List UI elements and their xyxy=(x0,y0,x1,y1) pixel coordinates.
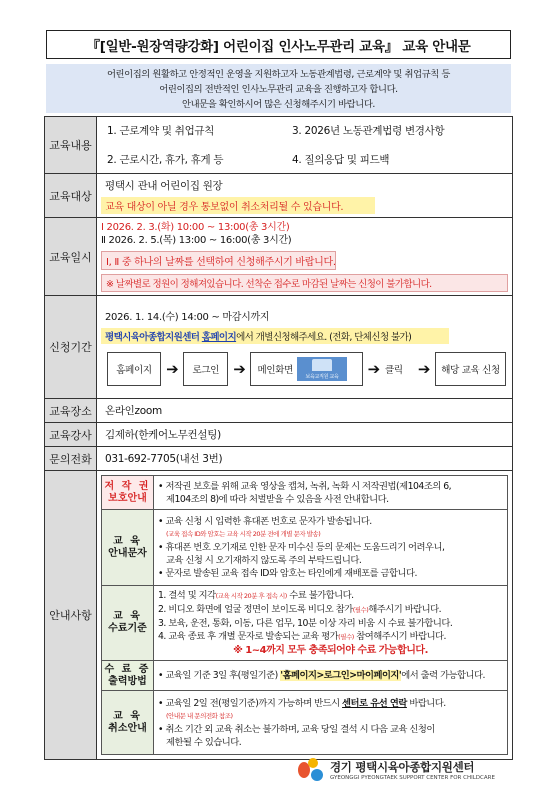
content-item-2: 2. 근로시간, 휴가, 휴게 등 xyxy=(107,154,224,166)
guide-table xyxy=(101,475,508,755)
sms-row xyxy=(102,510,508,586)
cert-line-1a: • 교육일 기준 3일 후(평일기준) xyxy=(158,670,281,681)
copyright-line-1: • 저작권 보호를 위해 교육 영상을 캡쳐, 녹취, 녹화 시 저작권법(제104조의 6, xyxy=(158,480,452,492)
criteria-line-4 xyxy=(158,630,503,644)
page-title: 『[일반-원장역량강화] 어린이집 인사노무관리 교육』 교육 안내문 xyxy=(46,30,511,59)
center-logo-icon xyxy=(298,758,326,782)
cert-row xyxy=(102,661,508,691)
criteria-line-4b: 참여해주시기 바랍니다. xyxy=(353,631,446,642)
criteria-label-1: 교 육 xyxy=(113,611,142,622)
phone-row xyxy=(45,447,513,471)
cancel-label-1: 교 육 xyxy=(113,710,142,722)
cert-line-1 xyxy=(158,669,503,682)
apply-note-homepage: 홈페이지 xyxy=(201,332,237,343)
info-table xyxy=(44,116,513,760)
criteria-line-2-sub: (필수) xyxy=(352,606,369,614)
place-value: 온라인zoom xyxy=(97,399,513,423)
apply-period: 2026. 1. 14.(수) 14:00 ~ 마감시까지 xyxy=(105,312,270,323)
copyright-line-2: 제104조의 8)에 따라 처벌받을 수 있음을 사전 안내합니다. xyxy=(166,493,389,505)
book-banner-label: 보육교직원 교육 xyxy=(305,374,339,380)
intro-line-3: 안내문을 확인하시어 많은 신청해주시기 바랍니다. xyxy=(182,99,375,110)
criteria-line-1a: 1. 결석 및 지각 xyxy=(158,590,216,601)
step-main-screen xyxy=(250,352,362,386)
cert-label-2: 출력방법 xyxy=(108,675,147,687)
apply-note xyxy=(101,328,449,344)
criteria-line-4a: 4. 교육 종료 후 개별 문자로 발송되는 교육 평가 xyxy=(158,631,339,642)
content-items xyxy=(97,117,512,173)
sms-line-1-sub: (교육 접속 ID와 암호는 교육 시작 20분 전에 개별 문자 발송) xyxy=(166,530,321,538)
criteria-line-4-sub: (필수) xyxy=(338,633,354,641)
cancel-line-1a: • 교육일 2일 전(평일기준)까지 가능하며 반드시 xyxy=(158,697,343,709)
phone-label: 문의전화 xyxy=(45,447,97,471)
schedule-note-select: Ⅰ, Ⅱ 중 하나의 날짜를 선택하여 신청해주시기 바랍니다. xyxy=(101,251,336,270)
criteria-row xyxy=(102,586,508,661)
cancel-line-1c: 바랍니다. xyxy=(406,697,446,709)
criteria-line-1b: 수료 불가합니다. xyxy=(286,590,354,601)
intro-line-1: 어린이집의 원활하고 안정적인 운영을 지원하고자 노동관계법령, 근로계약 및 취업규칙 등 xyxy=(106,69,451,80)
cancel-contact: 센터로 유선 연락 xyxy=(342,697,407,709)
arrow-right-icon: ➔ xyxy=(166,360,179,378)
lecturer-label: 교육강사 xyxy=(45,423,97,447)
lecturer-value: 김제하(한케어노무컨설팅) xyxy=(97,423,513,447)
target-note: 교육 대상이 아닐 경우 통보없이 취소처리될 수 있습니다. xyxy=(101,197,375,214)
footer-center-english: GYEONGGI PYEONGTAEK SUPPORT CENTER FOR CHILDCARE xyxy=(330,775,495,781)
apply-row xyxy=(45,296,513,399)
content-item-1: 1. 근로계약 및 취업규칙 xyxy=(107,125,215,137)
cert-line-1c: 에서 출력 가능합니다. xyxy=(401,670,485,681)
criteria-line-2b: 해주시기 바랍니다. xyxy=(368,604,442,615)
sms-label-1: 교 육 xyxy=(113,535,142,547)
content-row xyxy=(45,117,513,174)
sms-line-2: • 휴대폰 번호 오기재로 인한 문자 미수신 등의 문제는 도움드리기 어려우니, xyxy=(158,542,445,553)
content-item-3: 3. 2026년 노동관계법령 변경사항 xyxy=(292,125,445,137)
apply-note-text: 에서 개별신청해주세요. (전화, 단체신청 불가) xyxy=(236,332,412,343)
guide-label: 안내사항 xyxy=(45,471,97,760)
arrow-right-icon: ➔ xyxy=(367,360,380,378)
guide-row xyxy=(45,471,513,760)
criteria-line-1 xyxy=(158,589,503,603)
cancel-row xyxy=(102,691,508,755)
schedule-session-1: Ⅰ 2026. 2. 3.(화) 10:00 ~ 13:00(총 3시간) xyxy=(101,222,290,233)
arrow-right-icon: ➔ xyxy=(233,360,246,378)
intro-line-2: 어린이집의 전반적인 인사노무관리 교육을 진행하고자 합니다. xyxy=(159,84,398,95)
footer-logo xyxy=(298,755,513,785)
criteria-line-1-sub: (교육 시작 20분 후 접속 시) xyxy=(215,592,287,600)
target-label: 교육대상 xyxy=(45,174,97,218)
schedule-session-2: Ⅱ 2026. 2. 5.(목) 13:00 ~ 16:00(총 3시간) xyxy=(101,235,292,246)
cert-path: '홈페이지>로그인>마이페이지' xyxy=(280,670,402,681)
target-line: 평택시 관내 어린이집 원장 xyxy=(105,179,223,192)
apply-label: 신청기간 xyxy=(45,296,97,399)
footer-center-name: 경기 평택시육아종합지원센터 xyxy=(330,760,475,774)
step-click: 클릭 xyxy=(384,365,403,376)
cancel-line-2: • 취소 기간 외 교육 취소는 불가하며, 교육 당일 결석 시 다음 교육 신청이 xyxy=(158,723,435,735)
sms-line-3: 교육 신청 시 오기재하지 않도록 주의 부탁드립니다. xyxy=(166,555,362,566)
step-homepage: 홈페이지 xyxy=(107,352,161,386)
intro-box xyxy=(46,64,511,113)
sms-label-2: 안내문자 xyxy=(108,547,147,559)
copyright-label xyxy=(102,476,154,510)
criteria-line-2 xyxy=(158,603,503,617)
sms-line-4: • 문자로 발송된 교육 접속 ID와 암호는 타인에게 재배포를 금합니다. xyxy=(158,568,417,579)
lecturer-row xyxy=(45,423,513,447)
schedule-row xyxy=(45,218,513,296)
step-login: 로그인 xyxy=(183,352,228,386)
criteria-line-2a: 2. 비디오 화면에 얼굴 정면이 보이도록 비디오 참가 xyxy=(158,604,353,615)
target-row xyxy=(45,174,513,218)
book-banner-icon xyxy=(297,357,347,381)
cancel-label xyxy=(102,691,154,755)
apply-steps xyxy=(101,352,512,386)
schedule-note-capacity: ※ 날짜별로 정원이 정해져있습니다. 선착순 접수로 마감된 날짜는 신청이 불가합니다. xyxy=(101,274,508,292)
cancel-line-1 xyxy=(158,697,503,710)
content-item-4: 4. 질의응답 및 피드백 xyxy=(292,154,390,166)
criteria-label xyxy=(102,586,154,661)
step-apply-course: 해당 교육 신청 xyxy=(435,352,506,386)
copyright-label-2: 보호안내 xyxy=(108,492,147,504)
book-icon xyxy=(312,359,332,371)
sms-label xyxy=(102,510,154,586)
criteria-line-3: 3. 보육, 운전, 통화, 이동, 다른 업무, 10분 이상 자리 비움 시 수료 불가합니다. xyxy=(158,618,453,629)
cancel-line-3: 제한될 수 있습니다. xyxy=(166,736,242,748)
cert-label xyxy=(102,661,154,691)
sms-line-1: • 교육 신청 시 입력한 휴대폰 번호로 문자가 발송됩니다. xyxy=(158,516,372,527)
place-row xyxy=(45,399,513,423)
step-main-screen-label: 메인화면 xyxy=(257,365,293,376)
cert-label-1: 수 료 증 xyxy=(104,663,151,675)
place-label: 교육장소 xyxy=(45,399,97,423)
criteria-note: ※ 1~4까지 모두 충족되어야 수료 가능합니다. xyxy=(233,645,428,656)
copyright-row xyxy=(102,476,508,510)
copyright-label-1: 저 작 권 xyxy=(104,480,151,492)
phone-value: 031-692-7705(내선 3번) xyxy=(97,447,513,471)
arrow-right-icon: ➔ xyxy=(417,360,431,378)
apply-note-center: 평택시육아종합지원센터 xyxy=(105,332,200,343)
content-label: 교육내용 xyxy=(45,117,97,174)
criteria-label-2: 수료기준 xyxy=(108,623,147,634)
cancel-label-2: 취소안내 xyxy=(108,722,147,734)
schedule-label: 교육일시 xyxy=(45,218,97,296)
cancel-line-1-sub: (안내문 내 문의전화 참조) xyxy=(166,711,233,720)
